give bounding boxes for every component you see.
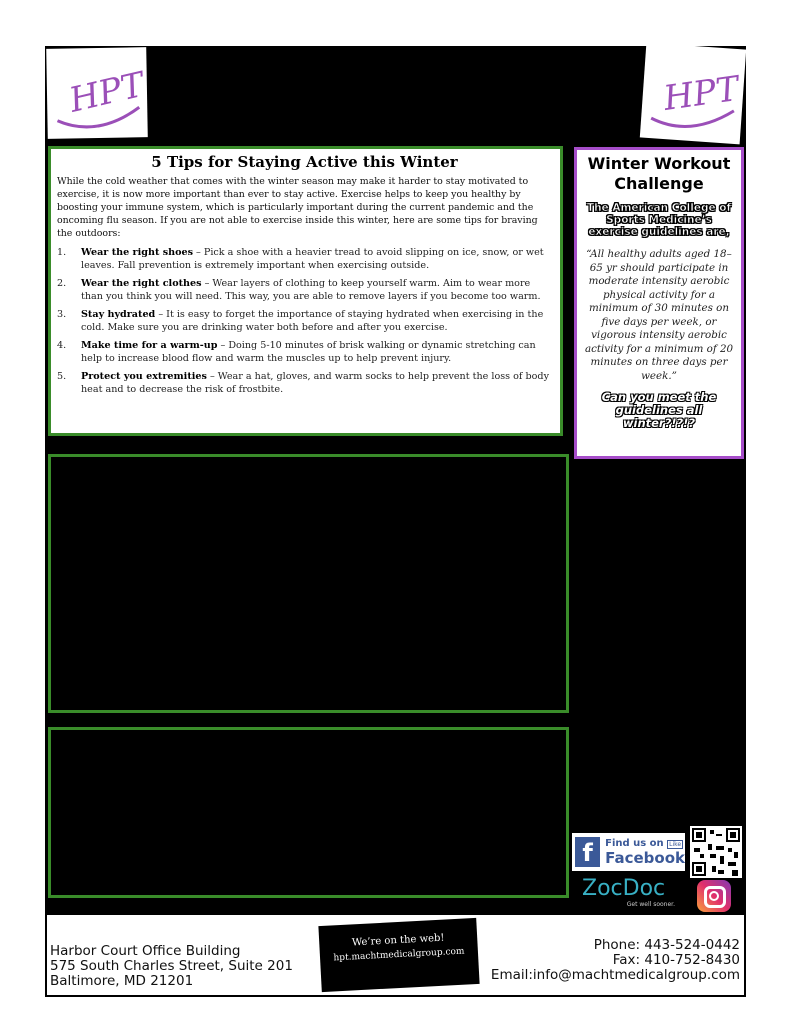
tips-intro: While the cold weather that comes with the winter season may make it harder to stay motivated to exercise, it is now more important than ever to stay active. Exercise helps to keep you healthy by boosting your immune system, which is particularly important during the current pandemic and the oncoming flu season. If you are not able to exercise inside this winter, here are some tips for braving the outdoors: xyxy=(57,176,538,239)
svg-text:HPT: HPT xyxy=(65,64,148,121)
zocdoc-logo[interactable]: ZocDoc Get well sooner. xyxy=(582,876,675,908)
empty-panel-top xyxy=(48,454,569,713)
facebook-icon: f xyxy=(575,837,600,867)
tips-list xyxy=(57,246,552,396)
challenge-quote: “All healthy adults aged 18–65 yr should participate in moderate intensity aerobic physical activity for a minimum of 30 minutes on five days per week, or vigorous intensity aerobic activity for a minimum of 20 minutes on three days per week.” xyxy=(584,248,734,382)
facebook-find-text: Find us on xyxy=(605,837,664,849)
tip-item: 5. Protect you extremities – Wear a hat, gloves, and warm socks to help prevent the loss of body heat and to decrease the risk of frostbite. xyxy=(57,371,549,395)
challenge-question: Can you meet the guidelines all winter?!?!? xyxy=(601,390,717,430)
tips-box xyxy=(48,146,563,436)
hpt-logo-icon xyxy=(640,43,746,145)
tip-item: 3. Stay hydrated – It is easy to forget the importance of staying hydrated when exercising in the cold. Make sure you are drinking water both before and after you exercise. xyxy=(57,309,544,333)
flyer-background xyxy=(45,46,746,997)
hpt-logo-left xyxy=(46,47,148,139)
email-address[interactable]: Email:info@machtmedicalgroup.com xyxy=(490,967,740,983)
challenge-title: Winter Workout Challenge xyxy=(587,154,731,193)
tip-item: 1. Wear the right shoes – Pick a shoe with a heavier tread to avoid slipping on ice, snow, or wet leaves. Fall prevention is extremely important when exercising outside. xyxy=(57,247,544,271)
hpt-logo-right xyxy=(640,43,746,145)
footer-address: Harbor Court Office Building 575 South Charles Street, Suite 201 Baltimore, MD 21201 xyxy=(50,943,293,989)
instagram-icon[interactable] xyxy=(697,880,731,912)
facebook-badge[interactable] xyxy=(572,833,685,871)
empty-panel-bottom xyxy=(48,727,569,898)
hpt-logo-icon xyxy=(46,47,148,139)
web-callout[interactable]: We’re on the web! hpt.machtmedicalgroup.com xyxy=(318,918,479,992)
tip-item: 4. Make time for a warm-up – Doing 5-10 minutes of brisk walking or dynamic stretching can help to increase blood flow and warm the muscles up to help prevent injury. xyxy=(57,340,536,364)
tip-item: 2. Wear the right clothes – Wear layers of clothing to keep yourself warm. Aim to wear more than you think you will need. This way, you are able to remove layers if you become too warm. xyxy=(57,278,541,302)
svg-text:HPT: HPT xyxy=(661,68,742,119)
phone-number: Phone: 443-524-0442 xyxy=(593,937,740,953)
qr-code-icon[interactable] xyxy=(690,826,742,878)
footer-contact xyxy=(491,938,740,983)
challenge-subtitle: The American College of Sports Medicine’s exercise guidelines are, xyxy=(586,202,732,238)
winter-challenge-box xyxy=(574,147,744,459)
facebook-label: Facebook xyxy=(605,848,685,867)
tips-title: 5 Tips for Staying Active this Winter xyxy=(151,153,458,171)
fax-number: Fax: 410-752-8430 xyxy=(612,952,740,968)
facebook-like-badge: Like xyxy=(669,840,682,848)
